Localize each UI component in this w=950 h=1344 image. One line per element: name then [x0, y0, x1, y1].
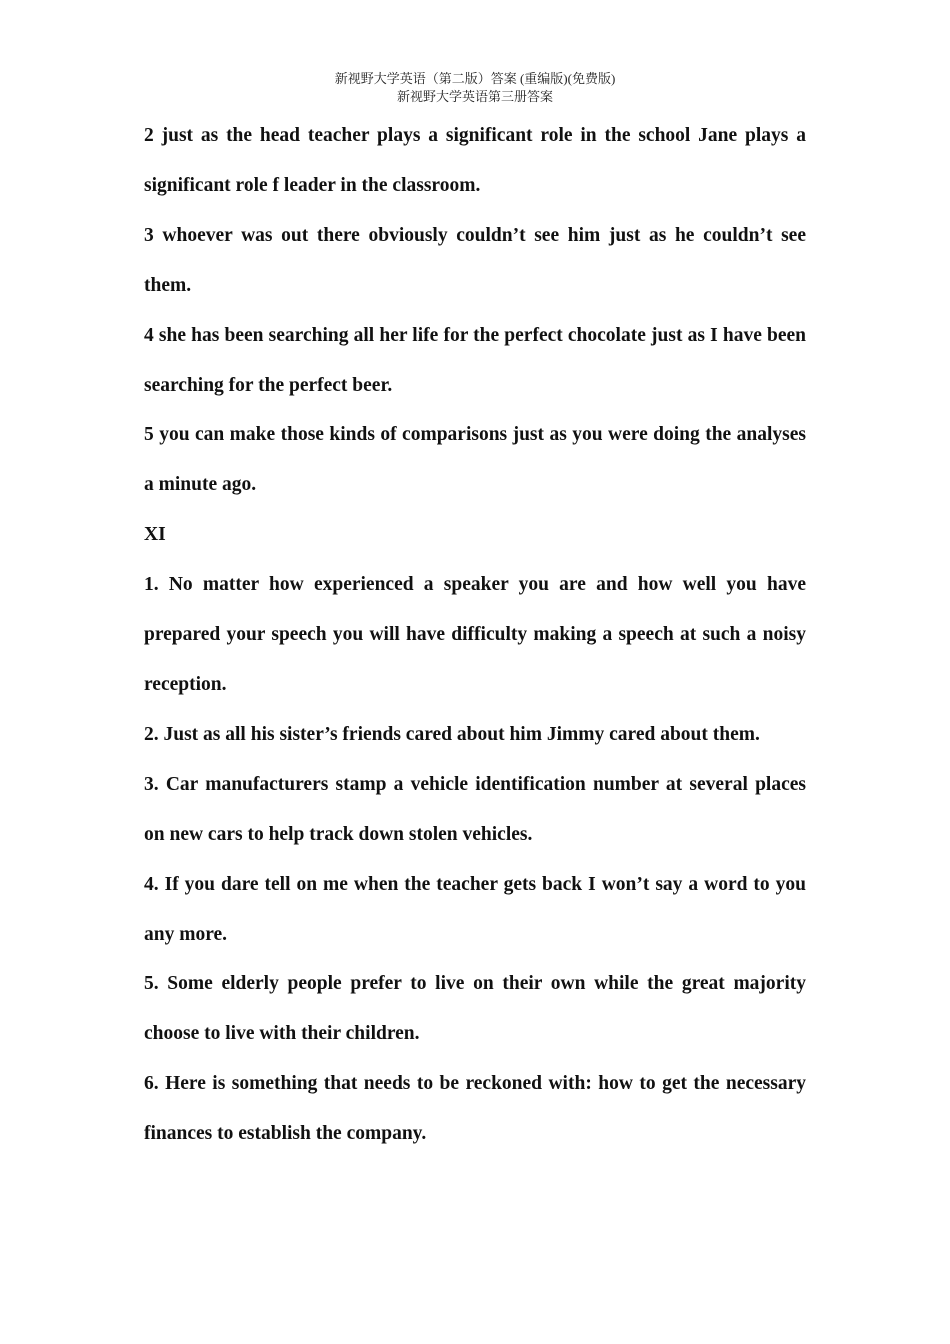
answer-paragraph: 2. Just as all his sister’s friends cared about him Jimmy cared about them.: [144, 723, 760, 745]
answer-text-body: [144, 111, 806, 1159]
answer-paragraph: 4 she has been searching all her life for the perfect chocolate just as I have been searching for the perfect beer.: [144, 324, 806, 396]
section-heading: XI: [144, 524, 166, 546]
header-title: 新视野大学英语（第二版）答案 (重编版)(免费版): [334, 71, 616, 86]
page-header: [0, 70, 950, 106]
answer-paragraph: 3. Car manufacturers stamp a vehicle identification number at several places on new cars to help track down stolen vehicles.: [144, 773, 806, 845]
answer-paragraph: 1. No matter how experienced a speaker you are and how well you have prepared your speech you will have difficulty making a speech at such a noisy reception.: [144, 574, 806, 695]
answer-paragraph: 4. If you dare tell on me when the teacher gets back I won’t say a word to you any more.: [144, 873, 806, 945]
answer-paragraph: 6. Here is something that needs to be reckoned with: how to get the necessary finances to establish the company.: [144, 1073, 806, 1145]
answer-paragraph: 2 just as the head teacher plays a significant role in the school Jane plays a significant role f leader in the classroom.: [144, 125, 806, 196]
answer-paragraph: 5 you can make those kinds of comparisons just as you were doing the analyses a minute ago.: [144, 424, 806, 496]
answer-paragraph: 5. Some elderly people prefer to live on their own while the great majority choose to live with their children.: [144, 973, 806, 1045]
header-subtitle: 新视野大学英语第三册答案: [396, 89, 553, 104]
answer-paragraph: 3 whoever was out there obviously couldn’t see him just as he couldn’t see them.: [144, 224, 806, 296]
